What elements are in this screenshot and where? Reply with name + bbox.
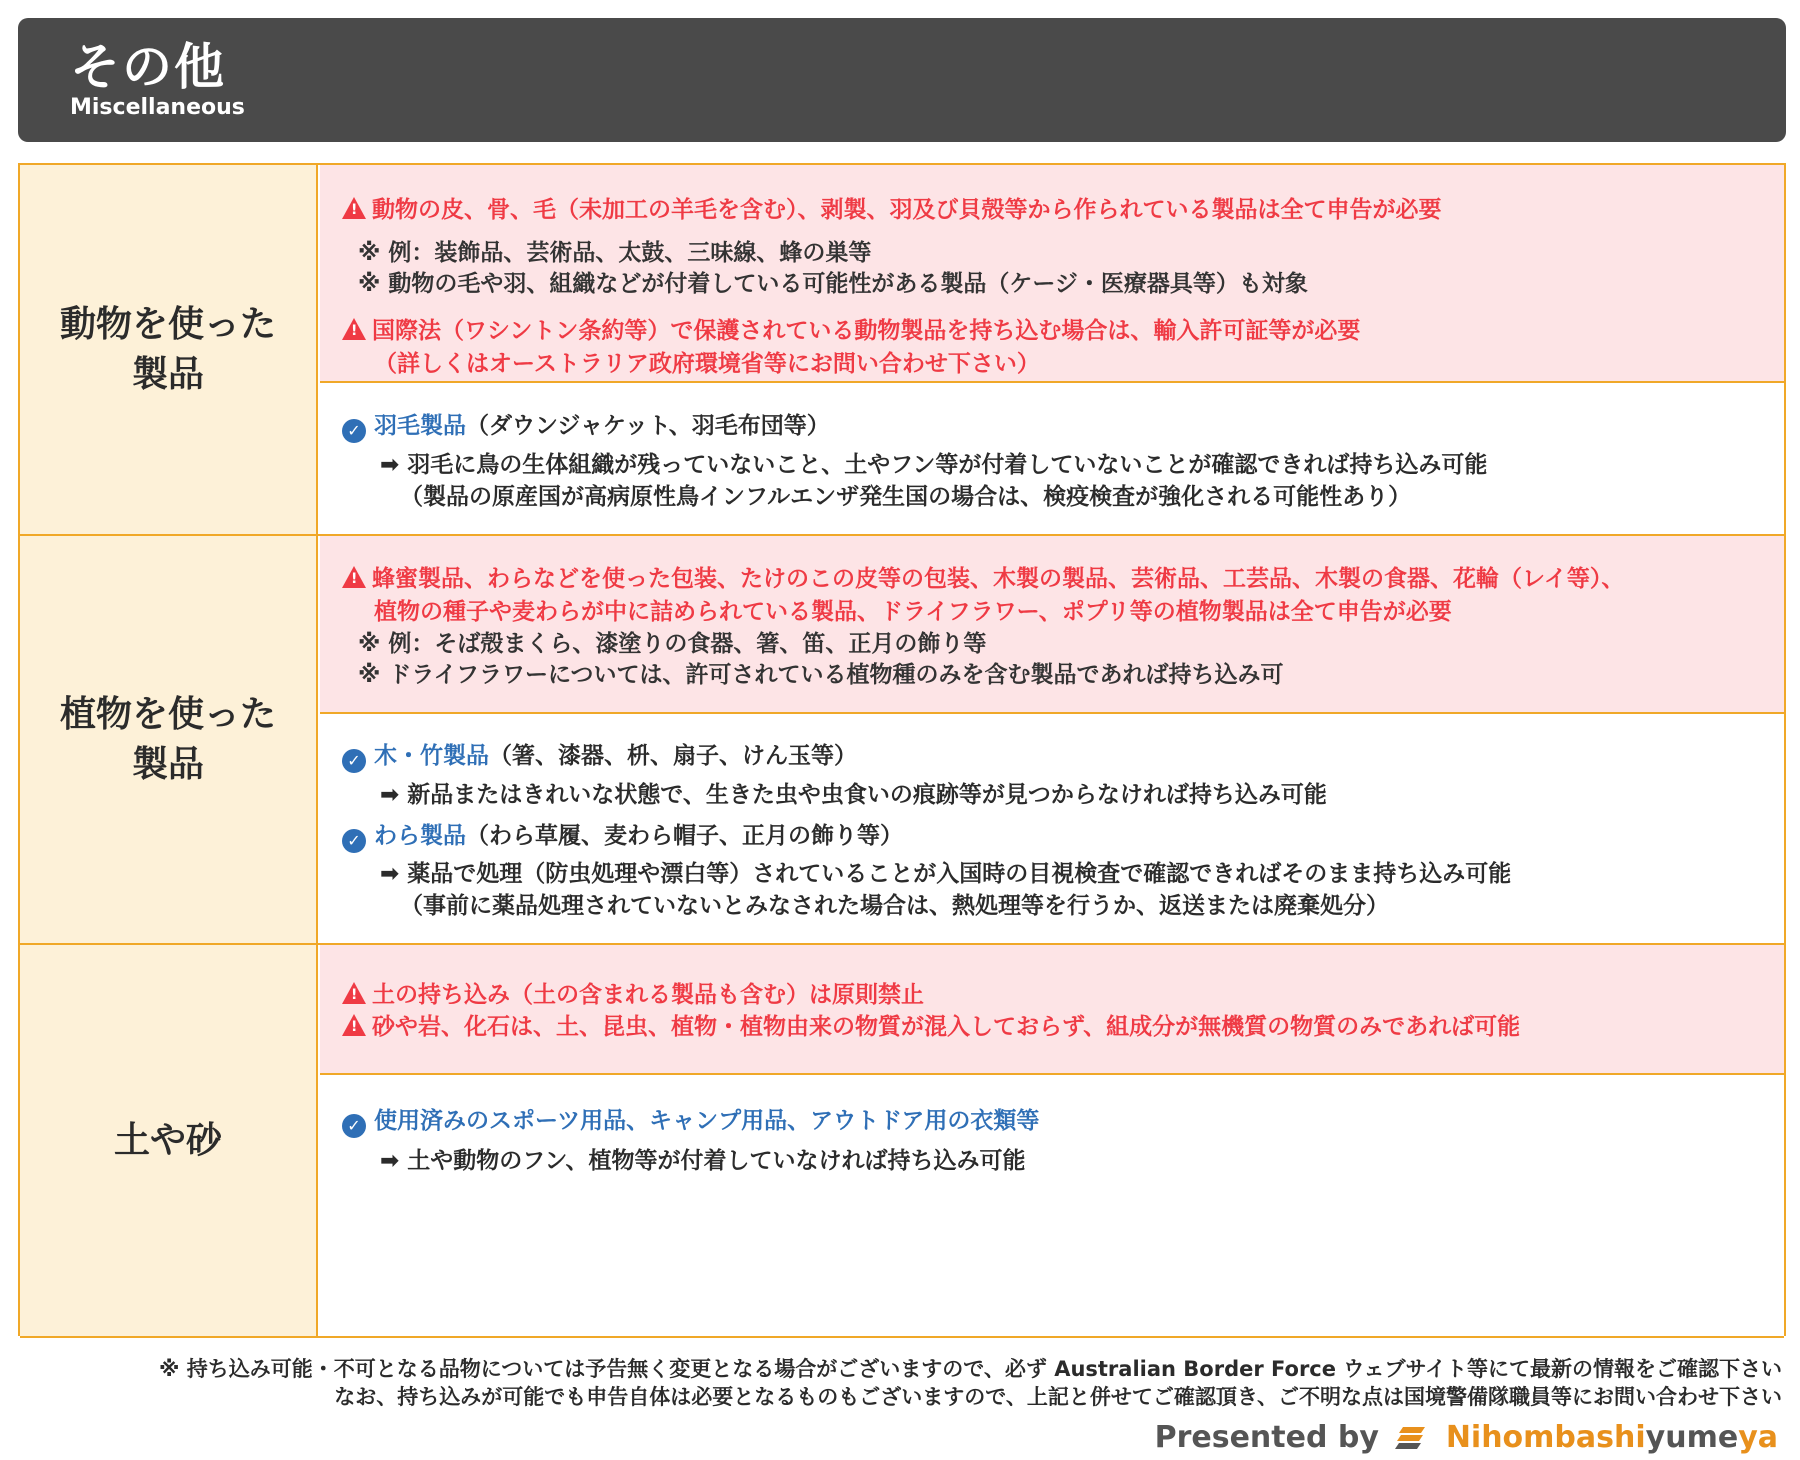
check-circle-icon: ✓ — [342, 419, 366, 443]
allowed-item: ✓ 羽毛製品（ダウンジャケット、羽毛布団等） — [342, 410, 830, 443]
warning-item: !動物の皮、骨、毛（未加工の羊毛を含む）、剥製、羽及び貝殻等から作られている製品は全て申告が必要 — [342, 194, 1442, 227]
warning-triangle-icon — [342, 318, 366, 340]
note-item: ※ 例：装飾品、芸術品、太鼓、三味線、蜂の巣等 — [358, 240, 872, 266]
animal-warning-block — [320, 165, 1784, 383]
section-label-animal: 動物を使った 製品 — [20, 165, 318, 534]
logo-icon — [1395, 1425, 1429, 1451]
section-animal-products — [20, 165, 1784, 536]
check-circle-icon: ✓ — [342, 1114, 366, 1138]
allowed-condition: ➡ 土や動物のフン、植物等が付着していなければ持ち込み可能 — [380, 1148, 1026, 1174]
warning-triangle-icon — [342, 982, 366, 1004]
footer-note-1: ※ 持ち込み可能・不可となる品物については予告無く変更となる場合がございますので、必ず Australian Border Force ウェブサイト等にて最新の情報をご確認下さい — [159, 1357, 1782, 1381]
allowed-item: ✓ わら製品（わら草履、麦わら帽子、正月の飾り等） — [342, 820, 903, 853]
warning-item: !蜂蜜製品、わらなどを使った包装、たけのこの皮等の包装、木製の製品、芸術品、工芸品、木製の食器、花輪（レイ等）、 植物の種子や麦わらが中に詰められている製品、ドライフラワー、ポプリ等の植物製品は全て申告が必要 — [342, 563, 1624, 629]
section-soil-sand — [20, 945, 1784, 1338]
allowed-condition: ➡ 羽毛に鳥の生体組織が残っていないこと、土やフン等が付着していないことが確認できれば持ち込み可能 （製品の原産国が高病原性鳥インフルエンザ発生国の場合は、検疫検査が強化される可能性あり） — [380, 452, 1488, 510]
warning-triangle-icon — [342, 566, 366, 588]
note-item: ※ 動物の毛や羽、組織などが付着している可能性がある製品（ケージ・医療器具等）も対象 — [358, 271, 1308, 297]
allowed-item: ✓ 木・竹製品（箸、漆器、枡、扇子、けん玉等） — [342, 740, 857, 773]
page-title: その他 — [70, 38, 226, 96]
section-plant-products — [20, 536, 1784, 945]
plant-warning-block — [320, 536, 1784, 714]
allowed-item: ✓ 使用済みのスポーツ用品、キャンプ用品、アウトドア用の衣類等 — [342, 1105, 1039, 1138]
warning-item: !砂や岩、化石は、土、昆虫、植物・植物由来の物質が混入しておらず、組成分が無機質の物質のみであれば可能 — [342, 1011, 1520, 1044]
allowed-condition: ➡ 薬品で処理（防虫処理や漂白等）されていることが入国時の目視検査で確認できればそのまま持ち込み可能 （事前に薬品処理されていないとみなされた場合は、熱処理等を行うか、返送または廃棄処分） — [380, 861, 1512, 919]
page-subtitle: Miscellaneous — [70, 95, 245, 120]
warning-item: !土の持ち込み（土の含まれる製品も含む）は原則禁止 — [342, 979, 924, 1012]
check-circle-icon: ✓ — [342, 749, 366, 773]
section-label-plant: 植物を使った 製品 — [20, 536, 318, 943]
check-circle-icon: ✓ — [342, 829, 366, 853]
presented-by: Presented by Nihombashiyumeya — [1154, 1420, 1778, 1455]
warning-item: !国際法（ワシントン条約等）で保護されている動物製品を持ち込む場合は、輸入許可証等が必要 （詳しくはオーストラリア政府環境省等にお問い合わせ下さい） — [342, 315, 1360, 381]
plant-allowed-block — [320, 714, 1784, 943]
warning-triangle-icon — [342, 1014, 366, 1036]
warning-triangle-icon — [342, 197, 366, 219]
soil-warning-block — [320, 945, 1784, 1075]
section-label-soil: 土や砂 — [20, 945, 318, 1336]
footer-note-2: なお、持ち込みが可能でも申告自体は必要となるものもございますので、上記と併せてご確認頂き、ご不明な点は国境警備隊職員等にお問い合わせ下さい — [334, 1385, 1782, 1409]
rules-table — [18, 163, 1786, 1336]
note-item: ※ ドライフラワーについては、許可されている植物種のみを含む製品であれば持ち込み可 — [358, 662, 1284, 688]
page-header — [18, 18, 1786, 142]
soil-allowed-block — [320, 1075, 1784, 1336]
allowed-condition: ➡ 新品またはきれいな状態で、生きた虫や虫食いの痕跡等が見つからなければ持ち込み可能 — [380, 782, 1327, 808]
animal-allowed-block — [320, 383, 1784, 534]
note-item: ※ 例：そば殻まくら、漆塗りの食器、箸、笛、正月の飾り等 — [358, 631, 987, 657]
